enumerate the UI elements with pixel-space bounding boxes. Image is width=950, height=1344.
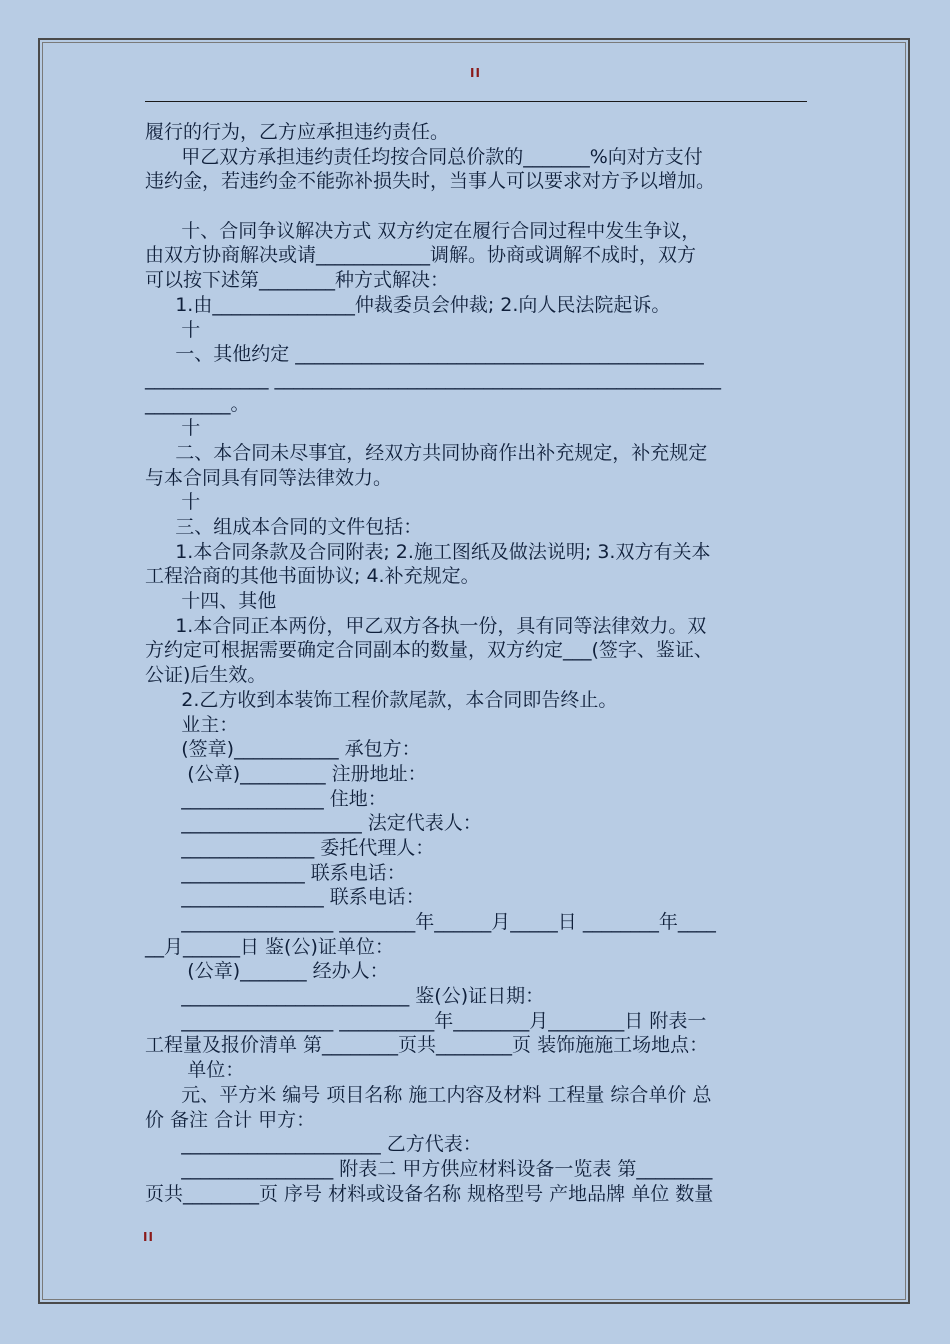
text-line: ________________ 附表二 甲方供应材料设备一览表 第________	[145, 1157, 713, 1180]
text-line: 方约定可根据需要确定合同副本的数量，双方约定___(签字、鉴证、	[145, 639, 713, 662]
text-line: 十	[145, 417, 201, 440]
text-line: 价 备注 合计 甲方：	[145, 1108, 316, 1131]
text-line: 违约金，若违约金不能弥补损失时，当事人可以要求对方予以增加。	[145, 170, 716, 193]
footer-page-mark: II	[143, 1230, 154, 1244]
text-line: 业主：	[145, 713, 239, 736]
text-line: 十	[145, 491, 201, 514]
header-rule	[145, 101, 807, 102]
header-page-mark: II	[470, 66, 481, 80]
text-line: 页共________页 序号 材料或设备名称 规格型号 产地品牌 单位 数量	[145, 1182, 714, 1205]
text-line: 履行的行为，乙方应承担违约责任。	[145, 121, 450, 143]
text-line: 由双方协商解决或请____________调解。协商或调解不成时，双方	[145, 244, 697, 267]
text-line	[145, 194, 825, 219]
text-line: 工程量及报价清单 第________页共________页 装饰施施工场地点：	[145, 1034, 709, 1057]
text-line: _______________ 联系电话：	[145, 886, 425, 909]
text-line: 十	[145, 318, 201, 341]
text-line: 一、其他约定 ___________________________________________	[145, 343, 704, 366]
text-line: _____________ 联系电话：	[145, 861, 406, 884]
text-line: 十四、其他	[145, 590, 277, 613]
text-line: _______________ 住地：	[145, 787, 387, 810]
text-line: _________。	[145, 392, 250, 415]
text-line: 可以按下述第________种方式解决：	[145, 269, 450, 292]
text-line: _____________ _______________________________________________	[145, 367, 722, 390]
text-line: 工程洽商的其他书面协议; 4.补充规定。	[145, 565, 480, 588]
text-line: _____________________ 乙方代表：	[145, 1133, 482, 1156]
text-line: 元、平方米 编号 项目名称 施工内容及材料 工程量 综合单价 总	[145, 1083, 712, 1106]
text-line: 甲乙双方承担违约责任均按合同总价款的_______%向对方支付	[145, 145, 703, 168]
text-line: (签章)___________ 承包方：	[145, 738, 421, 761]
text-line: 三、组成本合同的文件包括：	[145, 516, 423, 538]
text-line: 2.乙方收到本装饰工程价款尾款，本合同即告终止。	[145, 688, 618, 711]
text-line: 公证)后生效。	[145, 664, 267, 687]
text-line: ________________________ 鉴(公)证日期：	[145, 985, 545, 1008]
text-line: 二、本合同未尽事宜，经双方共同协商作出补充规定，补充规定	[145, 441, 708, 464]
text-line: ________________ ________年______月_____日 ________年____	[145, 911, 716, 933]
document-body	[145, 120, 825, 1206]
text-line: ______________ 委托代理人：	[145, 836, 435, 859]
text-line: ___________________ 法定代表人：	[145, 812, 482, 835]
text-line: (公章)_______ 经办人：	[145, 960, 389, 983]
text-line: 1.本合同条款及合同附表; 2.施工图纸及做法说明; 3.双方有关本	[145, 540, 711, 563]
text-line: 1.由_______________仲裁委员会仲裁; 2.向人民法院起诉。	[145, 293, 671, 316]
text-line: (公章)_________ 注册地址：	[145, 762, 427, 785]
text-line: 十、合同争议解决方式 双方约定在履行合同过程中发生争议，	[145, 219, 701, 242]
text-line: 单位：	[145, 1059, 245, 1082]
text-line: ________________ __________年________月________日 附表一	[145, 1009, 707, 1032]
text-line: 与本合同具有同等法律效力。	[145, 466, 393, 489]
text-line: __月______日 鉴(公)证单位：	[145, 935, 394, 958]
text-line: 1.本合同正本两份，甲乙双方各执一份，具有同等法律效力。双	[145, 614, 707, 637]
